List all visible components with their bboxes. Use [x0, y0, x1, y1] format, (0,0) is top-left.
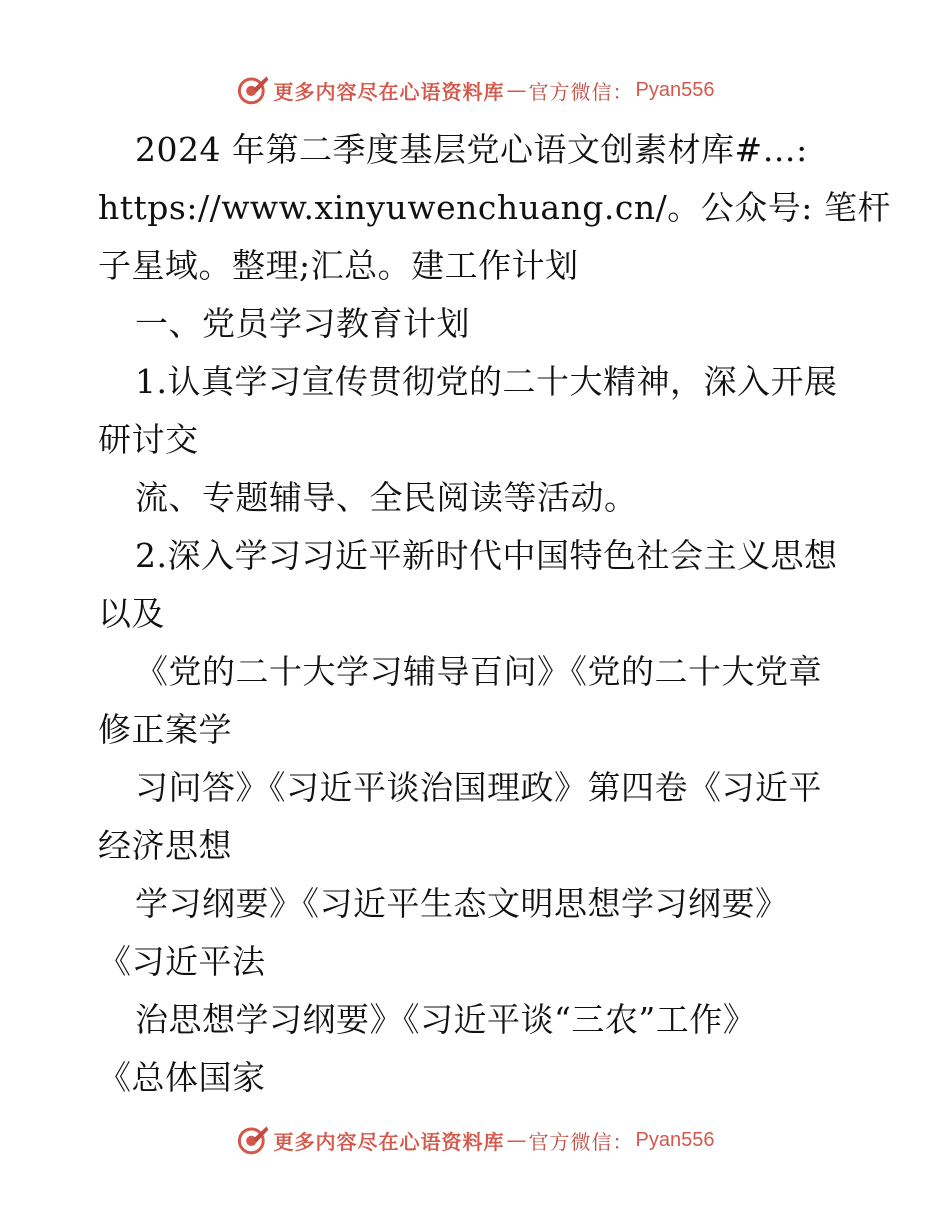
watermark-site-text: 更多内容尽在心语资料库 — [273, 1129, 505, 1154]
body-line: 以及 — [98, 594, 165, 633]
watermark-dash: — — [506, 1128, 527, 1152]
footer-watermark — [0, 1120, 950, 1160]
body-line: 2.深入学习习近平新时代中国特色社会主义思想 — [135, 536, 838, 575]
body-line: 1.认真学习宣传贯彻党的二十大精神，深入开展 — [135, 362, 838, 401]
body-line: 2024 年第二季度基层党心语文创素材库#…: — [135, 130, 808, 169]
body-line: 学习纲要》《习近平生态文明思想学习纲要》 — [135, 884, 789, 923]
body-line: https://www.xinyuwenchuang.cn/。公众号: 笔杆 — [98, 188, 891, 227]
watermark-wechat-id: Pyan556 — [635, 1128, 715, 1151]
body-line: 流、专题辅导、全民阅读等活动。 — [135, 478, 638, 517]
watermark-site-text: 更多内容尽在心语资料库 — [273, 79, 505, 104]
watermark-wechat-label: 官方微信： — [528, 79, 634, 104]
logo-icon — [236, 1123, 270, 1157]
logo-icon — [236, 73, 270, 107]
body-line: 经济思想 — [98, 826, 232, 865]
body-line: 子星域。整理;汇总。建工作计划 — [98, 246, 579, 285]
body-line: 治思想学习纲要》《习近平谈“三农”工作》 — [135, 1000, 757, 1039]
body-line: 《习近平法 — [98, 942, 266, 981]
section-heading: 一、党员学习教育计划 — [135, 304, 470, 343]
body-line: 修正案学 — [98, 710, 232, 749]
watermark-wechat-id: Pyan556 — [635, 78, 715, 101]
body-line: 《总体国家 — [98, 1058, 266, 1097]
watermark-wechat-label: 官方微信： — [528, 1129, 634, 1154]
body-line: 研讨交 — [98, 420, 199, 459]
watermark-dash: — — [506, 78, 527, 102]
body-line: 《党的二十大学习辅导百问》《党的二十大党章 — [135, 652, 822, 691]
header-watermark — [0, 70, 950, 110]
body-line: 习问答》《习近平谈治国理政》第四卷《习近平 — [135, 768, 822, 807]
